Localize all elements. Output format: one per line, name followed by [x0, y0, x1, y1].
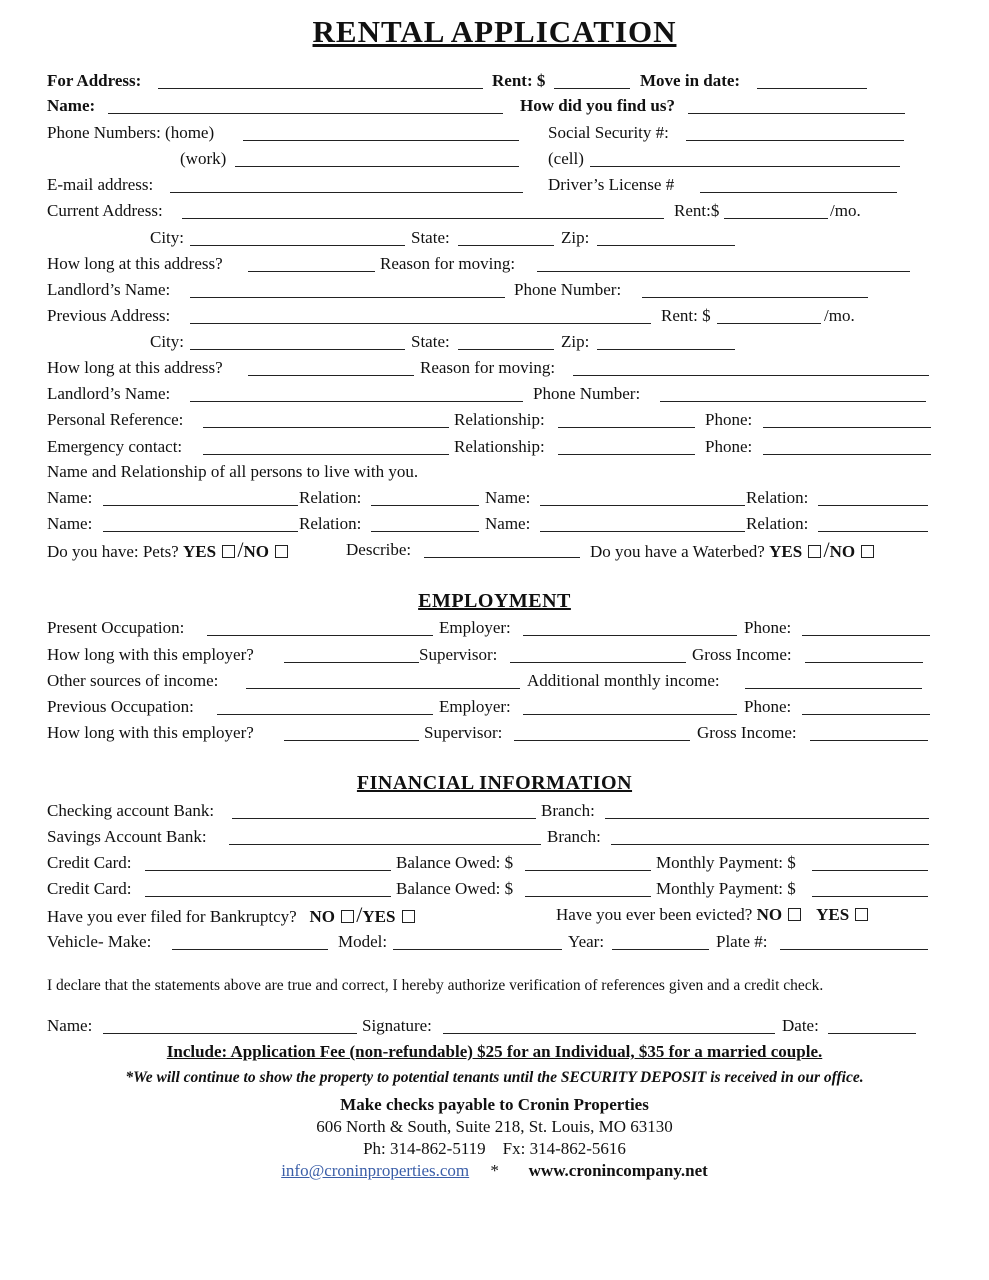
field-previous-how-long-employer[interactable]	[284, 740, 419, 741]
label-previous-mo: /mo.	[824, 306, 855, 325]
field-describe[interactable]	[424, 557, 580, 558]
row-pets	[0, 539, 989, 563]
label-previous-address: Previous Address:	[47, 306, 171, 325]
label-previous-supervisor: Supervisor:	[424, 723, 503, 742]
label-bankruptcy-no: NO	[309, 907, 335, 926]
row-emergency-contact	[0, 436, 989, 460]
label-personal-reference: Personal Reference:	[47, 410, 184, 429]
waterbed-no-checkbox[interactable]	[861, 545, 874, 558]
evicted-group	[556, 904, 870, 926]
field-occupant-name-3[interactable]	[103, 531, 298, 532]
row-present-how-long	[0, 644, 989, 668]
field-monthly-2[interactable]	[812, 896, 928, 897]
field-move-in[interactable]	[757, 88, 867, 89]
field-occupant-relation-2[interactable]	[818, 505, 928, 506]
label-occupant-relation: Relation:	[746, 514, 809, 533]
label-current-how-long: How long at this address?	[47, 254, 223, 273]
label-additional-income: Additional monthly income:	[527, 671, 720, 690]
field-checking-branch[interactable]	[605, 818, 929, 819]
row-bankruptcy	[0, 904, 989, 928]
label-cell: (cell)	[548, 149, 584, 168]
field-checking[interactable]	[232, 818, 536, 819]
label-occupant-name: Name:	[47, 514, 93, 533]
label-occupant-relation: Relation:	[746, 488, 809, 507]
label-savings: Savings Account Bank:	[47, 827, 207, 846]
bankruptcy-group	[47, 904, 417, 928]
field-vehicle-make[interactable]	[172, 949, 328, 950]
label-current-rent: Rent:$	[674, 201, 720, 220]
label-previous-gross-income: Gross Income:	[697, 723, 797, 742]
row-current-how-long	[0, 253, 989, 277]
field-vehicle-year[interactable]	[612, 949, 709, 950]
row-credit-card-1	[0, 852, 989, 876]
row-previous-how-long	[0, 357, 989, 381]
label-current-city: City:	[150, 228, 185, 247]
security-deposit-notice: *We will continue to show the property to potential tenants until the SECURITY DEPOSIT is received in our office.	[125, 1069, 864, 1086]
field-emergency-phone[interactable]	[763, 454, 931, 455]
row-previous-address	[0, 305, 989, 329]
row-checking	[0, 800, 989, 824]
label-occupant-relation: Relation:	[299, 514, 362, 533]
field-present-phone[interactable]	[802, 635, 930, 636]
field-occupant-name-2[interactable]	[540, 505, 745, 506]
label-waterbed: Do you have a Waterbed?	[590, 542, 765, 561]
field-license[interactable]	[700, 192, 897, 193]
field-present-occupation[interactable]	[207, 635, 433, 636]
field-occupant-relation-4[interactable]	[818, 531, 928, 532]
label-describe: Describe:	[346, 540, 412, 559]
field-how-find[interactable]	[688, 113, 905, 114]
row-previous-city	[0, 331, 989, 355]
label-vehicle-plate: Plate #:	[716, 932, 768, 951]
website-link[interactable]: www.cronincompany.net	[528, 1161, 708, 1180]
declaration-text: I declare that the statements above are true and correct, I hereby authorize verification of references given and a credit check.	[47, 977, 824, 994]
field-email[interactable]	[170, 192, 523, 193]
field-phone-work[interactable]	[235, 166, 519, 167]
row-occupants-2	[0, 513, 989, 537]
evicted-yes-checkbox[interactable]	[855, 908, 868, 921]
label-phone-home: Phone Numbers: (home)	[47, 123, 215, 142]
label-other-income: Other sources of income:	[47, 671, 219, 690]
label-pets-no: NO	[243, 542, 269, 561]
label-signature: Signature:	[362, 1016, 432, 1035]
field-name[interactable]	[108, 113, 503, 114]
field-current-how-long[interactable]	[248, 271, 375, 272]
row-current-landlord	[0, 279, 989, 303]
label-current-landlord-phone: Phone Number:	[514, 280, 622, 299]
row-for-address	[0, 70, 989, 94]
field-emergency-contact[interactable]	[203, 454, 449, 455]
field-previous-gross-income[interactable]	[810, 740, 928, 741]
field-signature-date[interactable]	[828, 1033, 916, 1034]
waterbed-group	[590, 539, 876, 563]
label-evicted-no: NO	[756, 905, 783, 924]
label-occupant-name: Name:	[485, 488, 531, 507]
row-vehicle	[0, 931, 989, 955]
label-previous-occupation: Previous Occupation:	[47, 697, 194, 716]
row-occupants-heading	[0, 461, 989, 485]
label-work: (work)	[180, 149, 227, 168]
slash: /	[823, 537, 830, 562]
label-current-landlord: Landlord’s Name:	[47, 280, 171, 299]
field-previous-reason[interactable]	[573, 375, 929, 376]
field-previous-employer[interactable]	[523, 714, 737, 715]
row-declaration	[0, 975, 989, 999]
pets-no-checkbox[interactable]	[275, 545, 288, 558]
label-ssn: Social Security #:	[548, 123, 669, 142]
field-signature-name[interactable]	[103, 1033, 357, 1034]
field-additional-income[interactable]	[745, 688, 922, 689]
field-savings[interactable]	[229, 844, 541, 845]
row-signature	[0, 1015, 989, 1039]
field-emergency-relationship[interactable]	[558, 454, 695, 455]
label-how-find: How did you find us?	[520, 96, 675, 115]
row-current-address	[0, 200, 989, 224]
label-bankruptcy-yes: YES	[362, 907, 396, 926]
label-bankruptcy: Have you ever filed for Bankruptcy?	[47, 907, 297, 926]
field-current-reason[interactable]	[537, 271, 910, 272]
label-monthly-1: Monthly Payment: $	[656, 853, 796, 872]
label-personal-relationship: Relationship:	[454, 410, 545, 429]
row-phone-work	[0, 148, 989, 172]
field-previous-zip[interactable]	[597, 349, 735, 350]
label-emergency-phone: Phone:	[705, 437, 753, 456]
label-for-address: For Address:	[47, 71, 142, 90]
field-signature[interactable]	[443, 1033, 775, 1034]
label-move-in: Move in date:	[640, 71, 741, 90]
field-savings-branch[interactable]	[611, 844, 929, 845]
checks-payable: Make checks payable to Cronin Properties	[340, 1095, 649, 1114]
label-email: E-mail address:	[47, 175, 154, 194]
label-present-gross-income: Gross Income:	[692, 645, 792, 664]
field-current-zip[interactable]	[597, 245, 735, 246]
label-present-how-long: How long with this employer?	[47, 645, 254, 664]
field-current-landlord[interactable]	[190, 297, 505, 298]
row-email	[0, 174, 989, 198]
field-previous-landlord[interactable]	[190, 401, 523, 402]
label-savings-branch: Branch:	[547, 827, 601, 846]
label-signature-date: Date:	[782, 1016, 819, 1035]
label-previous-state: State:	[411, 332, 450, 351]
field-previous-address[interactable]	[190, 323, 651, 324]
row-previous-occupation	[0, 696, 989, 720]
label-present-occupation: Present Occupation:	[47, 618, 185, 637]
label-checking: Checking account Bank:	[47, 801, 215, 820]
office-phones: Ph: 314-862-5119 Fx: 314-862-5616	[363, 1139, 626, 1158]
label-vehicle-model: Model:	[338, 932, 388, 951]
row-previous-how-long-employer	[0, 722, 989, 746]
label-previous-employer: Employer:	[439, 697, 511, 716]
row-credit-card-2	[0, 878, 989, 902]
label-occupant-name: Name:	[47, 488, 93, 507]
row-phone-home	[0, 122, 989, 146]
label-credit-card-1: Credit Card:	[47, 853, 132, 872]
occupants-heading: Name and Relationship of all persons to live with you.	[47, 462, 419, 481]
bankruptcy-yes-checkbox[interactable]	[402, 910, 415, 923]
label-balance-1: Balance Owed: $	[396, 853, 514, 872]
label-previous-how-long-employer: How long with this employer?	[47, 723, 254, 742]
label-waterbed-no: NO	[829, 542, 856, 561]
field-credit-card-2[interactable]	[145, 896, 391, 897]
label-monthly-2: Monthly Payment: $	[656, 879, 796, 898]
field-personal-relationship[interactable]	[558, 427, 695, 428]
application-fee-note: Include: Application Fee (non-refundable) $25 for an Individual, $35 for a married couple.	[166, 1042, 823, 1061]
label-previous-landlord: Landlord’s Name:	[47, 384, 171, 403]
label-emergency-relationship: Relationship:	[454, 437, 545, 456]
row-name	[0, 95, 989, 119]
field-present-employer[interactable]	[523, 635, 737, 636]
pets-yes-checkbox[interactable]	[222, 545, 235, 558]
field-previous-occupation[interactable]	[217, 714, 433, 715]
field-monthly-1[interactable]	[812, 870, 928, 871]
label-personal-phone: Phone:	[705, 410, 753, 429]
label-license: Driver’s License #	[548, 175, 675, 194]
label-pets-yes: YES	[182, 542, 217, 561]
label-previous-rent: Rent: $	[661, 306, 711, 325]
label-current-zip: Zip:	[561, 228, 590, 247]
field-vehicle-model[interactable]	[393, 949, 562, 950]
label-evicted: Have you ever been evicted?	[556, 905, 753, 924]
label-occupant-name: Name:	[485, 514, 531, 533]
label-evicted-yes: YES	[816, 905, 850, 924]
slash: /	[356, 902, 363, 927]
field-credit-card-1[interactable]	[145, 870, 391, 871]
label-previous-phone: Phone:	[744, 697, 792, 716]
label-pets: Do you have: Pets?	[47, 542, 179, 561]
evicted-no-checkbox[interactable]	[788, 908, 801, 921]
page-title: RENTAL APPLICATION	[312, 14, 677, 49]
label-waterbed-yes: YES	[769, 542, 803, 561]
field-current-rent[interactable]	[724, 218, 828, 219]
label-previous-city: City:	[150, 332, 185, 351]
field-current-address[interactable]	[182, 218, 664, 219]
label-balance-2: Balance Owed: $	[396, 879, 514, 898]
field-occupant-relation-1[interactable]	[371, 505, 479, 506]
field-previous-state[interactable]	[458, 349, 554, 350]
label-signature-name: Name:	[47, 1016, 93, 1035]
field-present-supervisor[interactable]	[510, 662, 686, 663]
field-ssn[interactable]	[686, 140, 904, 141]
field-previous-supervisor[interactable]	[514, 740, 690, 741]
row-occupants-1	[0, 487, 989, 511]
office-address: 606 North & South, Suite 218, St. Louis, MO 63130	[316, 1117, 673, 1136]
row-previous-landlord	[0, 383, 989, 407]
label-present-supervisor: Supervisor:	[419, 645, 498, 664]
label-vehicle-year: Year:	[568, 932, 605, 951]
field-occupant-relation-3[interactable]	[371, 531, 479, 532]
row-present-occupation	[0, 617, 989, 641]
field-other-income[interactable]	[246, 688, 520, 689]
field-current-landlord-phone[interactable]	[642, 297, 868, 298]
field-previous-rent[interactable]	[717, 323, 821, 324]
field-current-city[interactable]	[190, 245, 405, 246]
label-current-address: Current Address:	[47, 201, 163, 220]
financial-heading: FINANCIAL INFORMATION	[356, 772, 633, 794]
label-name: Name:	[47, 96, 96, 115]
row-other-income	[0, 670, 989, 694]
field-current-state[interactable]	[458, 245, 554, 246]
contact-line	[0, 1161, 989, 1181]
label-present-employer: Employer:	[439, 618, 511, 637]
field-personal-reference[interactable]	[203, 427, 449, 428]
label-current-mo: /mo.	[830, 201, 861, 220]
label-previous-reason: Reason for moving:	[420, 358, 556, 377]
field-balance-2[interactable]	[525, 896, 651, 897]
label-emergency-contact: Emergency contact:	[47, 437, 183, 456]
field-for-address[interactable]	[158, 88, 483, 89]
field-previous-landlord-phone[interactable]	[660, 401, 926, 402]
field-present-gross-income[interactable]	[805, 662, 923, 663]
field-previous-city[interactable]	[190, 349, 405, 350]
field-previous-phone[interactable]	[802, 714, 930, 715]
employment-heading: EMPLOYMENT	[418, 590, 571, 612]
label-previous-zip: Zip:	[561, 332, 590, 351]
email-link[interactable]: info@croninproperties.com	[281, 1161, 470, 1180]
waterbed-yes-checkbox[interactable]	[808, 545, 821, 558]
label-previous-how-long: How long at this address?	[47, 358, 223, 377]
bankruptcy-no-checkbox[interactable]	[341, 910, 354, 923]
field-occupant-name-1[interactable]	[103, 505, 298, 506]
field-rent[interactable]	[554, 88, 630, 89]
field-vehicle-plate[interactable]	[780, 949, 928, 950]
label-current-state: State:	[411, 228, 450, 247]
field-balance-1[interactable]	[525, 870, 651, 871]
label-checking-branch: Branch:	[541, 801, 595, 820]
label-vehicle-make: Vehicle- Make:	[47, 932, 152, 951]
row-current-city	[0, 227, 989, 251]
row-personal-reference	[0, 409, 989, 433]
label-occupant-relation: Relation:	[299, 488, 362, 507]
field-phone-home[interactable]	[243, 140, 519, 141]
field-occupant-name-4[interactable]	[540, 531, 745, 532]
label-current-reason: Reason for moving:	[380, 254, 516, 273]
label-rent: Rent: $	[492, 71, 546, 90]
field-previous-how-long[interactable]	[248, 375, 414, 376]
row-savings	[0, 826, 989, 850]
label-present-phone: Phone:	[744, 618, 792, 637]
label-credit-card-2: Credit Card:	[47, 879, 132, 898]
field-phone-cell[interactable]	[590, 166, 900, 167]
field-present-how-long[interactable]	[284, 662, 419, 663]
field-personal-phone[interactable]	[763, 427, 931, 428]
separator-star: *	[490, 1161, 499, 1180]
label-previous-landlord-phone: Phone Number:	[533, 384, 641, 403]
pets-group	[47, 539, 290, 563]
slash: /	[237, 537, 244, 562]
